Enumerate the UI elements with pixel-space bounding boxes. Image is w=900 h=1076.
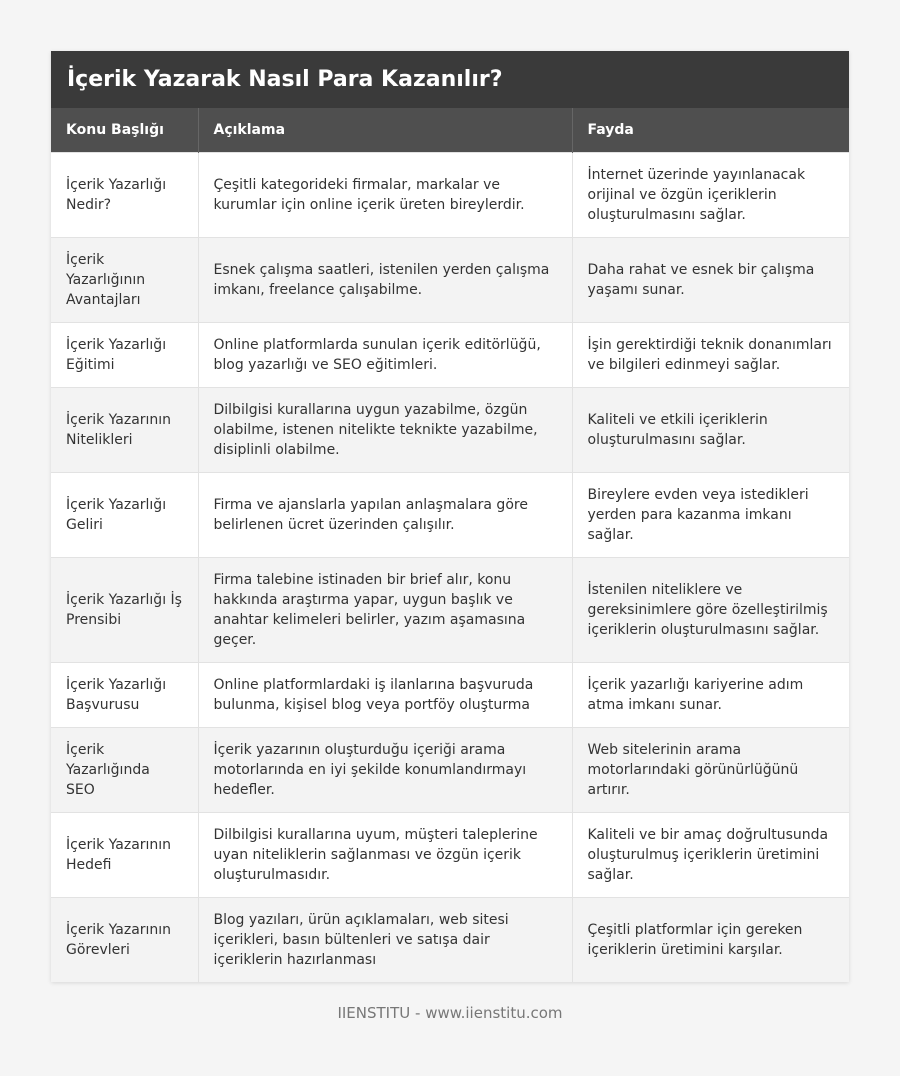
footer-credit: IIENSTITU - www.iienstitu.com [337, 1004, 563, 1022]
cell-description: Firma ve ajanslarla yapılan anlaşmalara göre belirlenen ücret üzerinden çalışılır. [198, 472, 572, 557]
table-row [51, 897, 849, 982]
cell-topic: İçerik Yazarının Görevleri [51, 897, 198, 982]
table-row [51, 322, 849, 387]
info-table [51, 108, 849, 982]
cell-benefit: Kaliteli ve bir amaç doğrultusunda oluşturulmuş içeriklerin üretimini sağlar. [572, 812, 849, 897]
cell-benefit: İçerik yazarlığı kariyerine adım atma imkanı sunar. [572, 662, 849, 727]
column-header-topic: Konu Başlığı [51, 108, 198, 152]
cell-benefit: İşin gerektirdiği teknik donanımları ve bilgileri edinmeyi sağlar. [572, 322, 849, 387]
column-header-benefit: Fayda [572, 108, 849, 152]
cell-topic: İçerik Yazarlığı Nedir? [51, 152, 198, 237]
cell-benefit: Daha rahat ve esnek bir çalışma yaşamı sunar. [572, 237, 849, 322]
cell-topic: İçerik Yazarının Hedefi [51, 812, 198, 897]
cell-benefit: İstenilen niteliklere ve gereksinimlere göre özelleştirilmiş içeriklerin oluşturulmasını sağlar. [572, 557, 849, 662]
cell-topic: İçerik Yazarlığı Eğitimi [51, 322, 198, 387]
cell-description: Firma talebine istinaden bir brief alır, konu hakkında araştırma yapar, uygun başlık ve anahtar kelimeleri belirler, yazım aşamasına geçer. [198, 557, 572, 662]
cell-description: Çeşitli kategorideki firmalar, markalar ve kurumlar için online içerik üreten bireylerdir. [198, 152, 572, 237]
cell-description: Dilbilgisi kurallarına uygun yazabilme, özgün olabilme, istenen nitelikte teknikte yazabilme, disiplinli olabilme. [198, 387, 572, 472]
header-row [51, 108, 849, 152]
table-row [51, 237, 849, 322]
column-header-description: Açıklama [198, 108, 572, 152]
table-row [51, 387, 849, 472]
table-title: İçerik Yazarak Nasıl Para Kazanılır? [51, 51, 849, 108]
table-row [51, 812, 849, 897]
cell-topic: İçerik Yazarlığı İş Prensibi [51, 557, 198, 662]
cell-topic: İçerik Yazarlığı Geliri [51, 472, 198, 557]
cell-topic: İçerik Yazarının Nitelikleri [51, 387, 198, 472]
cell-topic: İçerik Yazarlığının Avantajları [51, 237, 198, 322]
cell-topic: İçerik Yazarlığı Başvurusu [51, 662, 198, 727]
cell-benefit: İnternet üzerinde yayınlanacak orijinal ve özgün içeriklerin oluşturulmasını sağlar. [572, 152, 849, 237]
cell-benefit: Kaliteli ve etkili içeriklerin oluşturulmasını sağlar. [572, 387, 849, 472]
cell-description: Blog yazıları, ürün açıklamaları, web sitesi içerikleri, basın bültenleri ve satışa dair içeriklerin hazırlanması [198, 897, 572, 982]
cell-topic: İçerik Yazarlığında SEO [51, 727, 198, 812]
table-row [51, 152, 849, 237]
table-row [51, 727, 849, 812]
cell-description: Online platformlardaki iş ilanlarına başvuruda bulunma, kişisel blog veya portföy oluşturma [198, 662, 572, 727]
cell-description: Online platformlarda sunulan içerik editörlüğü, blog yazarlığı ve SEO eğitimleri. [198, 322, 572, 387]
cell-description: Dilbilgisi kurallarına uyum, müşteri taleplerine uyan niteliklerin sağlanması ve özgün içerik oluşturulmasıdır. [198, 812, 572, 897]
cell-benefit: Çeşitli platformlar için gereken içeriklerin üretimini karşılar. [572, 897, 849, 982]
cell-benefit: Bireylere evden veya istedikleri yerden para kazanma imkanı sağlar. [572, 472, 849, 557]
cell-benefit: Web sitelerinin arama motorlarındaki görünürlüğünü artırır. [572, 727, 849, 812]
table-row [51, 662, 849, 727]
cell-description: İçerik yazarının oluşturduğu içeriği arama motorlarında en iyi şekilde konumlandırmayı hedefler. [198, 727, 572, 812]
table-row [51, 557, 849, 662]
content-card [51, 51, 849, 982]
table-row [51, 472, 849, 557]
cell-description: Esnek çalışma saatleri, istenilen yerden çalışma imkanı, freelance çalışabilme. [198, 237, 572, 322]
